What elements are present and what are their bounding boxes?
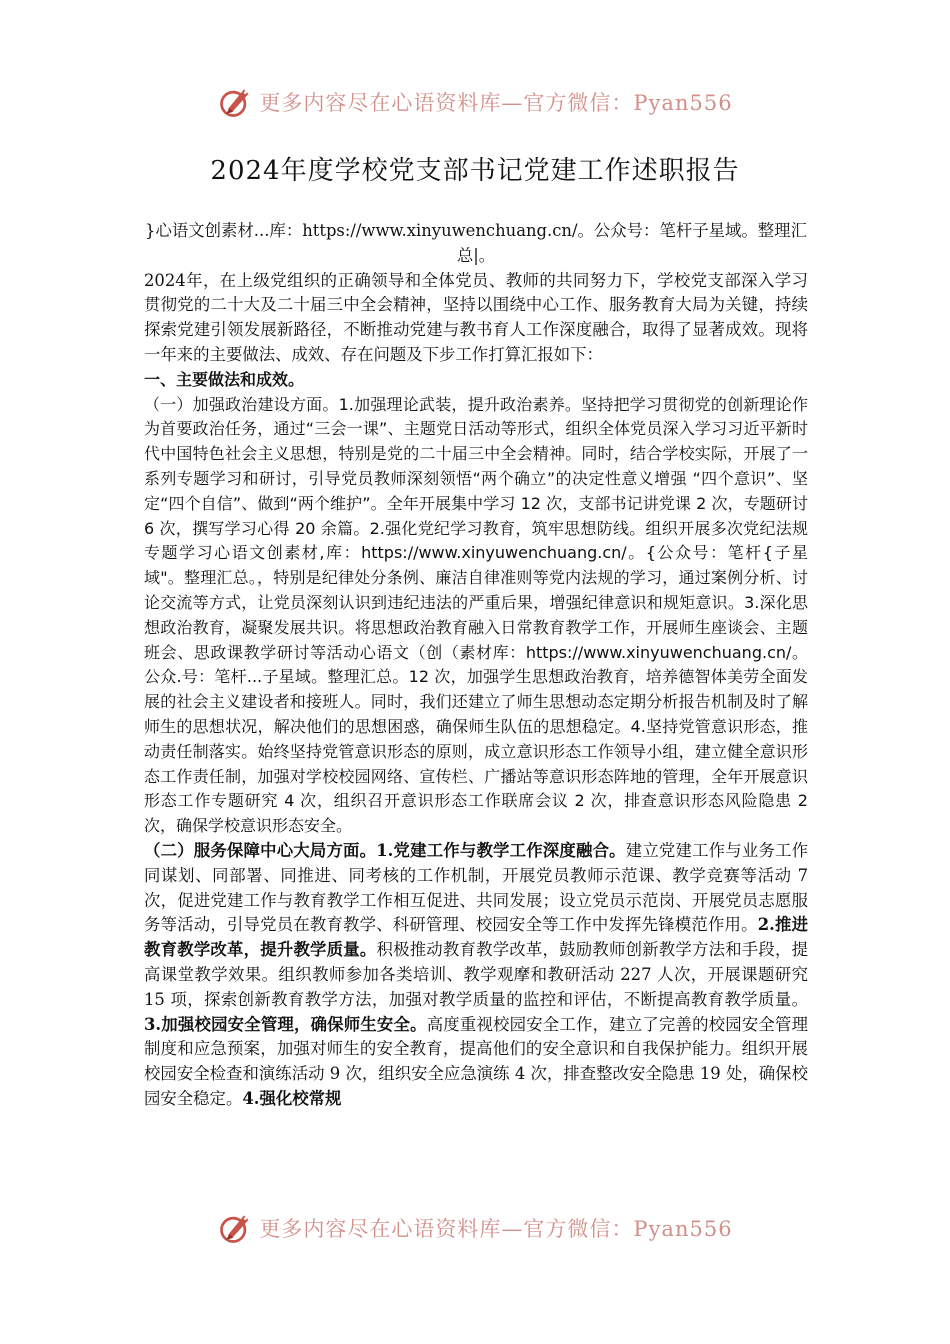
subsection-heading: 4.强化校常规: [242, 1088, 342, 1108]
paragraph-text: 积极推动教育教学改革，鼓励教师创新教学方法和手段，提高课堂教学效果。组织教师参加各类培训、教学观摩和教研活动 227 人次，开展课题研究 15 项，探索创新教育教学方法，加强对教学质量的监控和评估，不断提高教育教学质量。: [144, 940, 809, 1009]
footer-banner: [0, 1206, 950, 1250]
paragraph-text: 高度重视校园安全工作，建立了完善的校园安全管理制度和应急预案，加强对师生的安全教育，提高他们的安全意识和自我保护能力。组织开展校园安全检查和演练活动 9 次，组织安全应急演练 4 次，排查整改安全隐患 19 处，确保校园安全稳定。: [144, 1014, 808, 1108]
paragraph-political-building: （一）加强政治建设方面。1.加强理论武装，提升政治素养。坚持把学习贯彻党的创新理论作为首要政治任务，通过“三会一课”、主题党日活动等形式，组织全体党员深入学习习近平新时代中国特色社会主义思想，特别是党的二十届三中全会精神。同时，结合学校实际，开展了一系列专题学习和研讨，引导党员教师深刻领悟“两个确立”的决定性意义增强 “四个意识”、坚定“四个自信”、做到“两个维护”。全年开展集中学习 12 次，支部书记讲党课 2 次，专题研讨 6 次，撰写学习心得 20 余篇。2.强化党纪学习教育，筑牢思想防线。组织开展多次党纪法规专题学习心语文创素材,库：https://www.xinyuwenchuang.cn/。{公众号：笔杆{子星域"。整理汇总。，特别是纪律处分条例、廉洁自律准则等党内法规的学习，通过案例分析、讨论交流等方式，让党员深刻认识到违纪违法的严重后果，增强纪律意识和规矩意识。3.深化思想政治教育，凝聚发展共识。将思想政治教育融入日常教育教学工作，开展师生座谈会、主题班会、思政课教学研讨等活动心语文（创（素材库：https://www.xinyuwenchuang.cn/。公众.号：笔杆...子星域。整理汇总。12 次，加强学生思想政治教育，培养德智体美劳全面发展的社会主义建设者和接班人。同时，我们还建立了师生思想动态定期分析报告机制及时了解师生的思想状况，解决他们的思想困惑，确保师生队伍的思想稳定。4.坚持党管意识形态，推动责任制落实。始终坚持党管意识形态的原则，成立意识形态工作领导小组，建立健全意识形态工作责任制，加强对学校校园网络、宣传栏、广播站等意识形态阵地的管理，全年开展意识形态工作专题研究 4 次，组织召开意识形态工作联席会议 2 次，排查意识形态风险隐患 2 次，确保学校意识形态安全。: [144, 394, 808, 836]
document-body: [144, 219, 808, 1112]
header-banner: [0, 80, 950, 124]
paragraph-text: 建立党建工作与业务工作同谋划、同部署、同推进、同考核的工作机制，开展党员教师示范课、教学竞赛等活动 7 次，促进党建工作与教育教学工作相互促进、共同发展；设立党员示范岗、开展党员志愿服务等活动，引导党员在教育教学、科研管理、校园安全等工作中发挥先锋模范作用。: [144, 840, 809, 935]
subsection-heading: 2.推进教育教学改革，提升教学质量。: [144, 915, 808, 960]
subsection-heading: （二）服务保障中心大局方面。1.党建工作与教学工作深度融合。: [144, 840, 626, 860]
pen-nib-logo-icon: [217, 84, 253, 120]
pen-nib-logo-icon: [217, 1210, 253, 1246]
header-banner-text: 更多内容尽在心语资料库—官方微信：Pyan556: [259, 91, 733, 115]
footer-banner-text: 更多内容尽在心语资料库—官方微信：Pyan556: [259, 1217, 733, 1241]
subsection-heading: 3.加强校园安全管理，确保师生安全。: [144, 1014, 427, 1034]
paragraph-service-support: [144, 839, 808, 1112]
intro-paragraph: 2024年，在上级党组织的正确领导和全体党员、教师的共同努力下，学校党支部深入学习贯彻党的二十大及二十届三中全会精神，坚持以围绕中心工作、服务教育大局为关键，持续探索党建引领发展新路径，不断推动党建与教书育人工作深度融合，取得了显著成效。现将一年来的主要做法、成效、存在问题及下步工作打算汇报如下：: [144, 270, 808, 364]
source-note: }心语文创素材...库：https://www.xinyuwenchuang.cn/。公众号：笔杆子星域。整理汇总|。: [145, 221, 807, 265]
section-heading: 一、主要做法和成效。: [144, 369, 305, 389]
document-title: 2024年度学校党支部书记党建工作述职报告: [210, 156, 740, 186]
